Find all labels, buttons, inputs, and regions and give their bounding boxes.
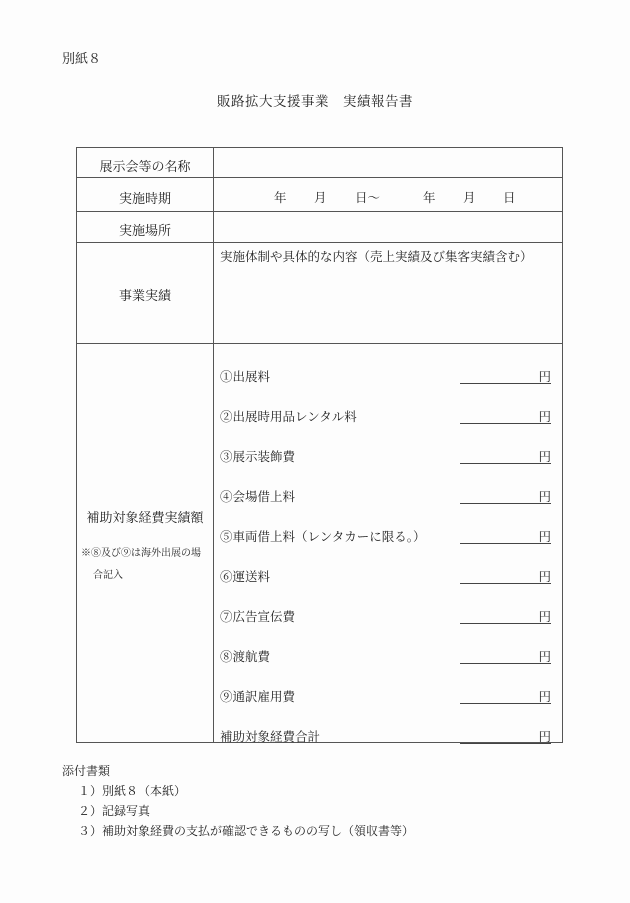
end-year-unit: 年	[423, 190, 436, 205]
expense-amount-field[interactable]	[460, 367, 551, 384]
expense-amount-field[interactable]	[460, 407, 551, 424]
yen-unit: 円	[538, 729, 551, 744]
exhibition-name-field[interactable]	[214, 148, 562, 177]
results-hint: 実施体制や具体的な内容（売上実績及び集客実績含む）	[220, 249, 533, 264]
attachments-heading: 添付書類	[62, 764, 111, 778]
exhibition-name-label: 展示会等の名称	[99, 160, 191, 175]
yen-unit: 円	[538, 569, 551, 584]
yen-unit: 円	[538, 689, 551, 704]
expense-item-label: ⑤車両借上料（レンタカーに限る。）	[220, 529, 426, 544]
expense-amount-field[interactable]	[460, 607, 551, 624]
attachment-item: １）別紙８（本紙）	[78, 784, 187, 798]
expense-amount-field[interactable]	[460, 647, 551, 664]
expense-item-label: ⑧渡航費	[220, 649, 271, 664]
expense-item-label: ③展示装飾費	[220, 449, 296, 464]
start-month-unit: 月	[314, 190, 327, 205]
expense-amount-field[interactable]	[460, 527, 551, 544]
end-month-unit: 月	[463, 190, 476, 205]
location-label: 実施場所	[118, 224, 171, 239]
results-label: 事業実績	[118, 289, 171, 304]
expenses-label: 補助対象経費実績額	[86, 511, 204, 526]
yen-unit: 円	[538, 529, 551, 544]
results-field[interactable]	[214, 243, 562, 343]
yen-unit: 円	[538, 449, 551, 464]
expense-item-label: ②出展時用品レンタル料	[220, 409, 357, 424]
expenses-note-cont: 合記入	[93, 570, 123, 581]
expense-item-label: ①出展料	[220, 369, 271, 384]
yen-unit: 円	[538, 369, 551, 384]
expense-item-label: ⑨通訳雇用費	[220, 689, 296, 704]
expense-amount-field[interactable]	[460, 687, 551, 704]
end-day-unit: 日	[503, 190, 516, 205]
page-title: 販路拡大支援事業 実績報告書	[217, 94, 413, 110]
row-divider	[77, 177, 562, 178]
start-year-unit: 年	[274, 190, 287, 205]
expense-item-label: ⑦広告宣伝費	[220, 609, 296, 624]
expense-amount-field[interactable]	[460, 487, 551, 504]
document-label: 別紙８	[62, 52, 102, 67]
attachment-item: ３）補助対象経費の支払が確認できるものの写し（領収書等）	[78, 824, 415, 838]
expense-total-label: 補助対象経費合計	[220, 729, 321, 744]
expense-amount-field[interactable]	[460, 567, 551, 584]
yen-unit: 円	[538, 409, 551, 424]
report-table	[76, 147, 563, 743]
row-divider	[77, 343, 562, 344]
yen-unit: 円	[538, 649, 551, 664]
location-field[interactable]	[214, 212, 562, 242]
start-day-unit: 日～	[355, 190, 381, 205]
period-label: 実施時期	[118, 192, 171, 207]
expense-total-field[interactable]	[460, 727, 551, 744]
expenses-note: ※⑧及び⑨は海外出展の場	[81, 548, 201, 559]
expense-amount-field[interactable]	[460, 447, 551, 464]
attachment-item: ２）記録写真	[78, 804, 151, 818]
yen-unit: 円	[538, 489, 551, 504]
yen-unit: 円	[538, 609, 551, 624]
expense-item-label: ④会場借上料	[220, 489, 296, 504]
expense-item-label: ⑥運送料	[220, 569, 271, 584]
